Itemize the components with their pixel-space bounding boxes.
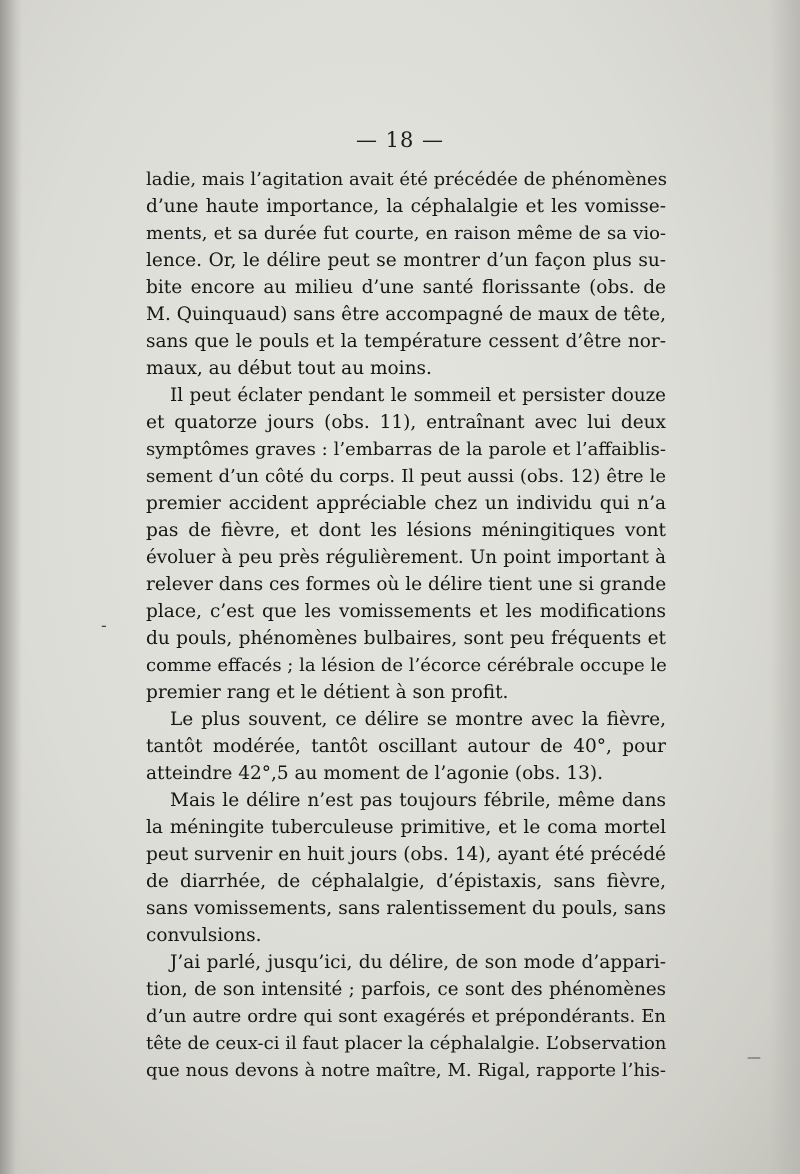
text-line: et quatorze jours (obs. 11), entraînant avec lui deux bbox=[146, 412, 666, 433]
text-line: relever dans ces formes où le délire tient une si grande bbox=[146, 574, 667, 595]
margin-mark: - bbox=[101, 616, 107, 635]
text-line: d’un autre ordre qui sont exagérés et prépondérants. En bbox=[146, 1006, 666, 1027]
paragraph-start: Mais le délire n’est pas toujours fébrile, même dans bbox=[170, 790, 666, 811]
text-line: premier rang et le détient à son profit. bbox=[146, 682, 509, 703]
margin-mark: — bbox=[747, 1050, 761, 1066]
text-line: place, c’est que les vomissements et les modifications bbox=[146, 601, 666, 622]
text-line: bite encore au milieu d’une santé florissante (obs. de bbox=[146, 277, 666, 298]
paragraph-start: J’ai parlé, jusqu’ici, du délire, de son mode d’appari- bbox=[170, 952, 666, 973]
text-line: maux, au début tout au moins. bbox=[146, 358, 432, 379]
text-line: du pouls, phénomènes bulbaires, sont peu fréquents et bbox=[146, 628, 666, 649]
text-line: tête de ceux-ci il faut placer la céphalalgie. L’observation bbox=[146, 1033, 667, 1054]
text-line: évoluer à peu près régulièrement. Un point important à bbox=[146, 547, 666, 568]
text-line: sans que le pouls et la température cessent d’être nor- bbox=[146, 331, 666, 352]
page-shadow-left bbox=[0, 0, 22, 1174]
text-line: sans vomissements, sans ralentissement du pouls, sans bbox=[146, 898, 666, 919]
page-number: — 18 — bbox=[355, 128, 445, 152]
text-line: symptômes graves : l’embarras de la parole et l’affaiblis- bbox=[146, 439, 666, 460]
text-line: ments, et sa durée fut courte, en raison même de sa vio- bbox=[146, 223, 666, 244]
text-line: peut survenir en huit jours (obs. 14), ayant été précédé bbox=[146, 844, 666, 865]
text-line: d’une haute importance, la céphalalgie et les vomisse- bbox=[146, 196, 666, 217]
text-line: atteindre 42°,5 au moment de l’agonie (obs. 13). bbox=[146, 763, 603, 784]
text-line: que nous devons à notre maître, M. Rigal, rapporte l’his- bbox=[146, 1060, 666, 1081]
page-shadow-right bbox=[770, 0, 800, 1174]
text-line: premier accident appréciable chez un individu qui n’a bbox=[146, 493, 666, 514]
text-line: convulsions. bbox=[146, 925, 262, 946]
text-line: M. Quinquaud) sans être accompagné de maux de tête, bbox=[146, 304, 666, 325]
text-line: lence. Or, le délire peut se montrer d’un façon plus su- bbox=[146, 250, 666, 271]
body-text bbox=[146, 166, 666, 1084]
text-line: sement d’un côté du corps. Il peut aussi (obs. 12) être le bbox=[146, 466, 666, 487]
text-line: tantôt modérée, tantôt oscillant autour de 40°, pour bbox=[146, 736, 666, 757]
text-line: pas de fièvre, et dont les lésions méningitiques vont bbox=[146, 520, 666, 541]
text-line: de diarrhée, de céphalalgie, d’épistaxis, sans fièvre, bbox=[146, 871, 666, 892]
text-line: ladie, mais l’agitation avait été précédée de phénomènes bbox=[146, 169, 667, 190]
paragraph-start: Il peut éclater pendant le sommeil et persister douze bbox=[170, 385, 666, 406]
text-line: tion, de son intensité ; parfois, ce sont des phénomènes bbox=[146, 979, 666, 1000]
text-line: comme effacés ; la lésion de l’écorce cérébrale occupe le bbox=[146, 655, 667, 676]
paragraph-start: Le plus souvent, ce délire se montre avec la fièvre, bbox=[170, 709, 666, 730]
text-line: la méningite tuberculeuse primitive, et le coma mortel bbox=[146, 817, 666, 838]
